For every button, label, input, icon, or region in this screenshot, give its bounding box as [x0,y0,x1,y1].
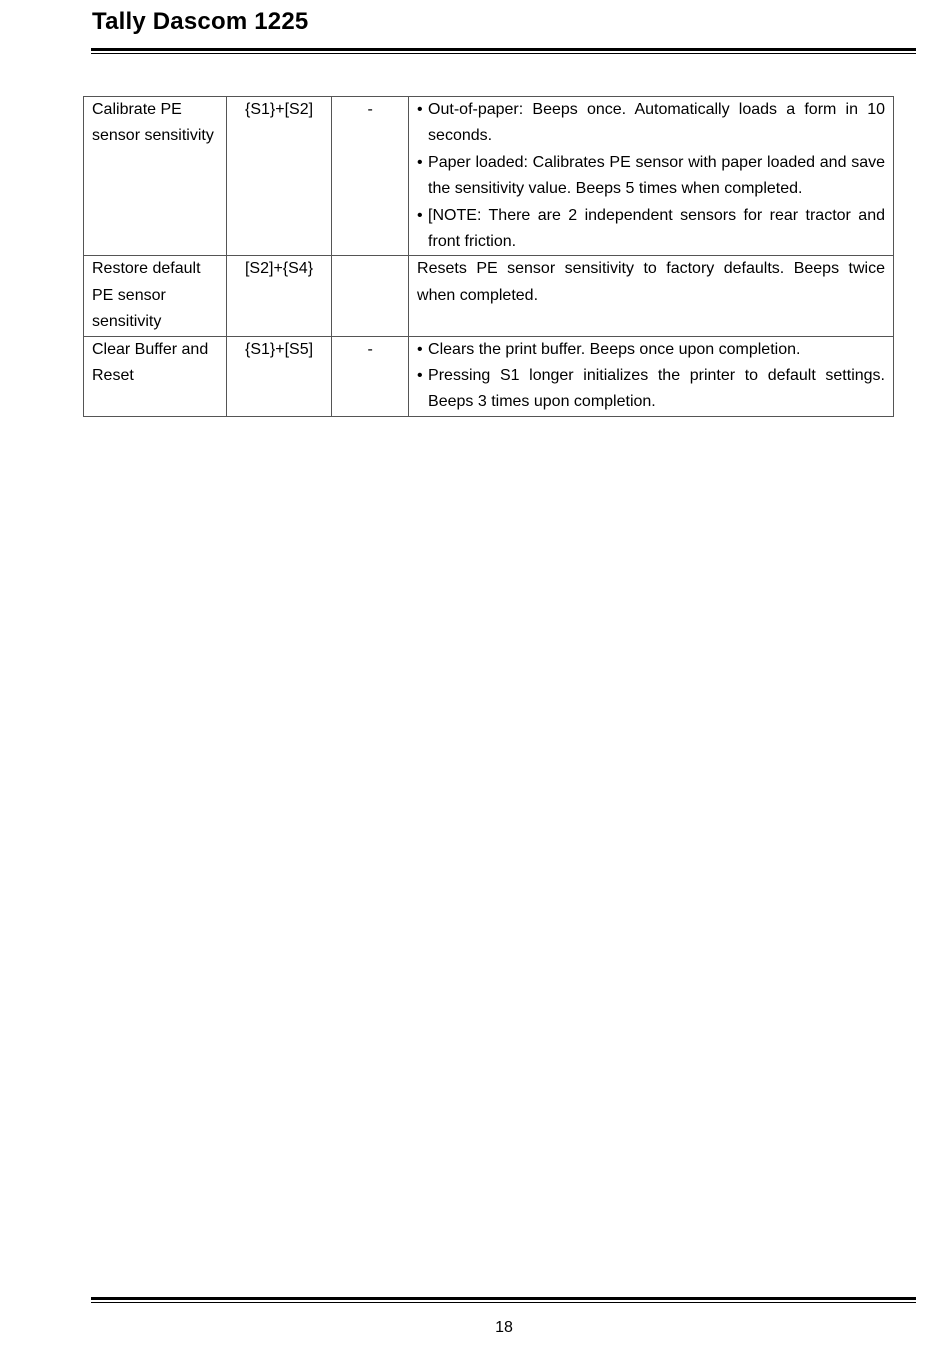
function-cell: Calibrate PE sensor sensitivity [84,97,227,256]
keys-cell: {S1}+[S2] [226,97,332,256]
description-cell [409,97,894,256]
keys-cell: [S2]+{S4} [226,256,332,336]
table-row [84,336,894,416]
keys-cell: {S1}+[S5] [226,336,332,416]
led-cell: - [332,97,409,256]
command-table [83,96,894,417]
list-item: • [NOTE: There are 2 independent sensors for rear tractor and front friction. [417,203,885,256]
led-cell: - [332,336,409,416]
list-item: • Out-of-paper: Beeps once. Automatically loads a form in 10 seconds. [417,97,885,150]
list-item: • Clears the print buffer. Beeps once upon completion. [417,337,885,363]
bullet-list [417,97,885,255]
page-header-title: Tally Dascom 1225 [92,8,309,35]
description-cell [409,336,894,416]
bullet-list [417,337,885,416]
list-item: • Paper loaded: Calibrates PE sensor with paper loaded and save the sensitivity value. Beeps 5 times when completed. [417,150,885,203]
table-row [84,97,894,256]
led-cell [332,256,409,336]
description-cell: Resets PE sensor sensitivity to factory defaults. Beeps twice when completed. [409,256,894,336]
list-item: • Pressing S1 longer initializes the printer to default settings. Beeps 3 times upon completion. [417,363,885,416]
page-number: 18 [495,1319,513,1336]
table-row [84,256,894,336]
footer-divider [91,1297,916,1303]
function-cell: Restore default PE sensor sensitivity [84,256,227,336]
function-cell: Clear Buffer and Reset [84,336,227,416]
header-divider [91,48,916,54]
